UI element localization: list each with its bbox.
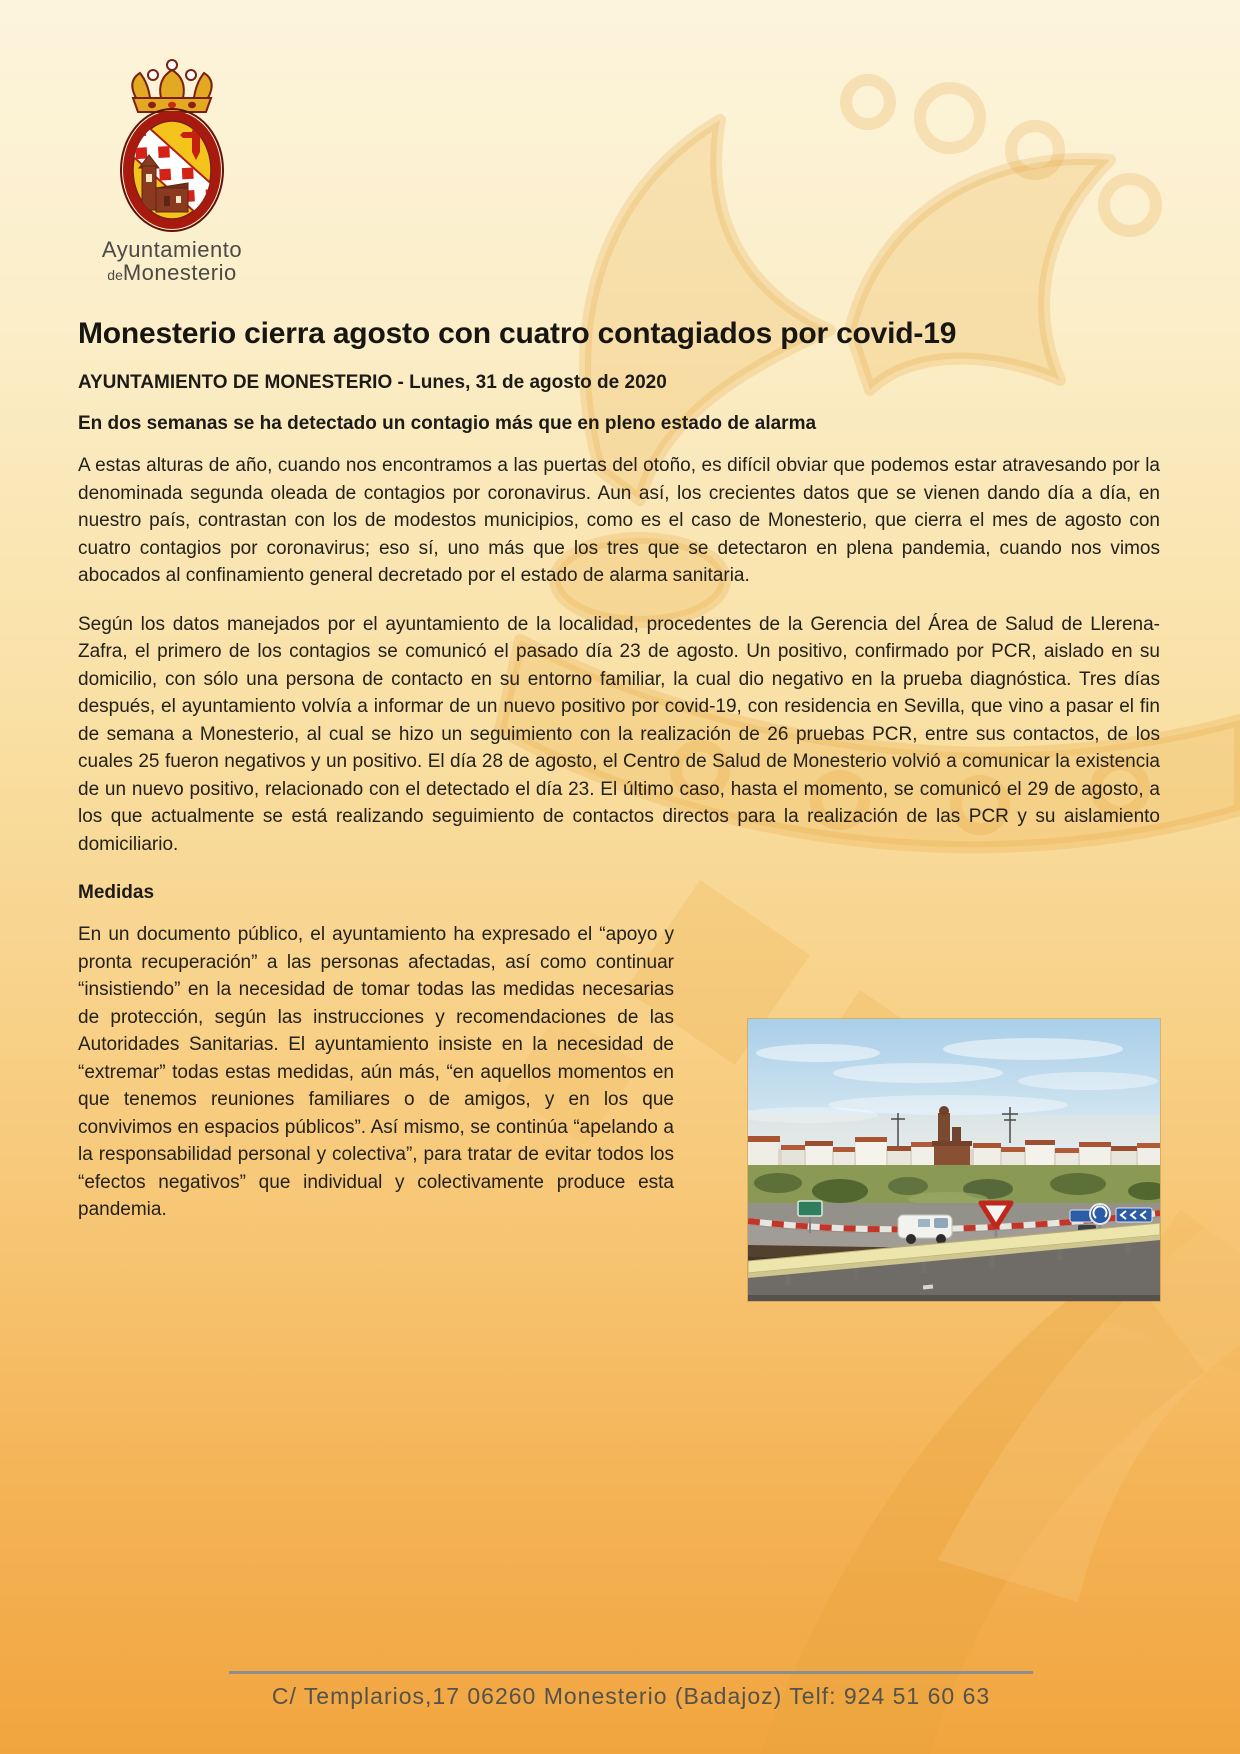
footer-divider bbox=[229, 1671, 1033, 1674]
shield-shape bbox=[106, 98, 238, 234]
town-photo bbox=[748, 921, 1160, 1301]
town-photo-illustration bbox=[748, 1019, 1160, 1301]
article-paragraph-1: A estas alturas de año, cuando nos encontramos a las puertas del otoño, es difícil obviar que podemos estar atravesando por la denominada segunda oleada de contagios por coronavirus. Aun así, los crecientes datos que se vienen dando día a día, en nuestro país, contrastan con los de modestos municipios, como es el caso de Monesterio, que cierra el mes de agosto con cuatro contagios por coronavirus; eso sí, uno más que los tres que se detectaron en plena pandemia, cuando nos vimos abocados al confinamiento general decretado por el estado de alarma sanitaria. bbox=[78, 455, 1160, 586]
logo-caption-line1: Ayuntamiento bbox=[101, 237, 243, 262]
page-footer bbox=[229, 1671, 1033, 1710]
logo-caption bbox=[84, 238, 260, 287]
article-title: Monesterio cierra agosto con cuatro contagiados por covid-19 bbox=[78, 317, 957, 350]
footer-address: C/ Templarios,17 06260 Monesterio (Badajoz) Telf: 924 51 60 63 bbox=[271, 1683, 991, 1709]
crown-shape bbox=[132, 60, 211, 112]
section-heading-medidas: Medidas bbox=[78, 882, 155, 903]
logo-caption-line2 bbox=[84, 261, 260, 287]
logo-caption-monesterio: Monesterio bbox=[122, 260, 237, 285]
article-subheadline: En dos semanas se ha detectado un contagio más que en pleno estado de alarma bbox=[78, 413, 817, 434]
coat-of-arms-icon bbox=[106, 58, 238, 234]
letterhead bbox=[78, 58, 1160, 287]
logo-caption-de: de bbox=[107, 267, 123, 283]
article-dateline: AYUNTAMIENTO DE MONESTERIO - Lunes, 31 de agosto de 2020 bbox=[78, 372, 667, 393]
article bbox=[78, 317, 1160, 1313]
section-paragraph-medidas: En un documento público, el ayuntamiento ha expresado el “apoyo y pronta recuperación” a las personas afectadas, así como continuar “insistiendo” en la necesidad de tomar todas las medidas necesarias de protección, según las instrucciones y recomendaciones de las Autoridades Sanitarias. El ayuntamiento insiste en la necesidad de “extremar” todas estas medidas, aún más, “en aquellos momentos en que tenemos reuniones familiares o de amigos, y en los que convivimos en espacios públicos”. Así mismo, se continúa “apelando a la responsabilidad personal y colectiva”, para tratar de evitar todos los “efectos negativos” que individual y colectivamente produce esta pandemia. bbox=[78, 924, 674, 1220]
article-paragraph-2: Según los datos manejados por el ayuntamiento de la localidad, procedentes de la Gerencia del Área de Salud de Llerena-Zafra, el primero de los contagios se comunicó el pasado día 23 de agosto. Un positivo, confirmado por PCR, aislado en su domicilio, con sólo una persona de contacto en su entorno familiar, la cual dio negativo en la prueba diagnóstica. Tres días después, el ayuntamiento volvía a informar de un nuevo positivo por covid-19, con residencia en Sevilla, que vino a pasar el fin de semana a Monesterio, al cual se hizo un seguimiento con la realización de 26 pruebas PCR, entre sus contactos, de los cuales 25 fueron negativos y un positivo. El día 28 de agosto, el Centro de Salud de Monesterio volvió a comunicar la existencia de un nuevo positivo, relacionado con el detectado el día 23. El último caso, hasta el momento, se comunicó el 29 de agosto, a los que actualmente se está realizando seguimiento de contactos directos para la realización de las PCR y su aislamiento domiciliario. bbox=[78, 613, 1160, 855]
municipal-crest-logo bbox=[84, 58, 260, 287]
medidas-section bbox=[78, 921, 1160, 1313]
